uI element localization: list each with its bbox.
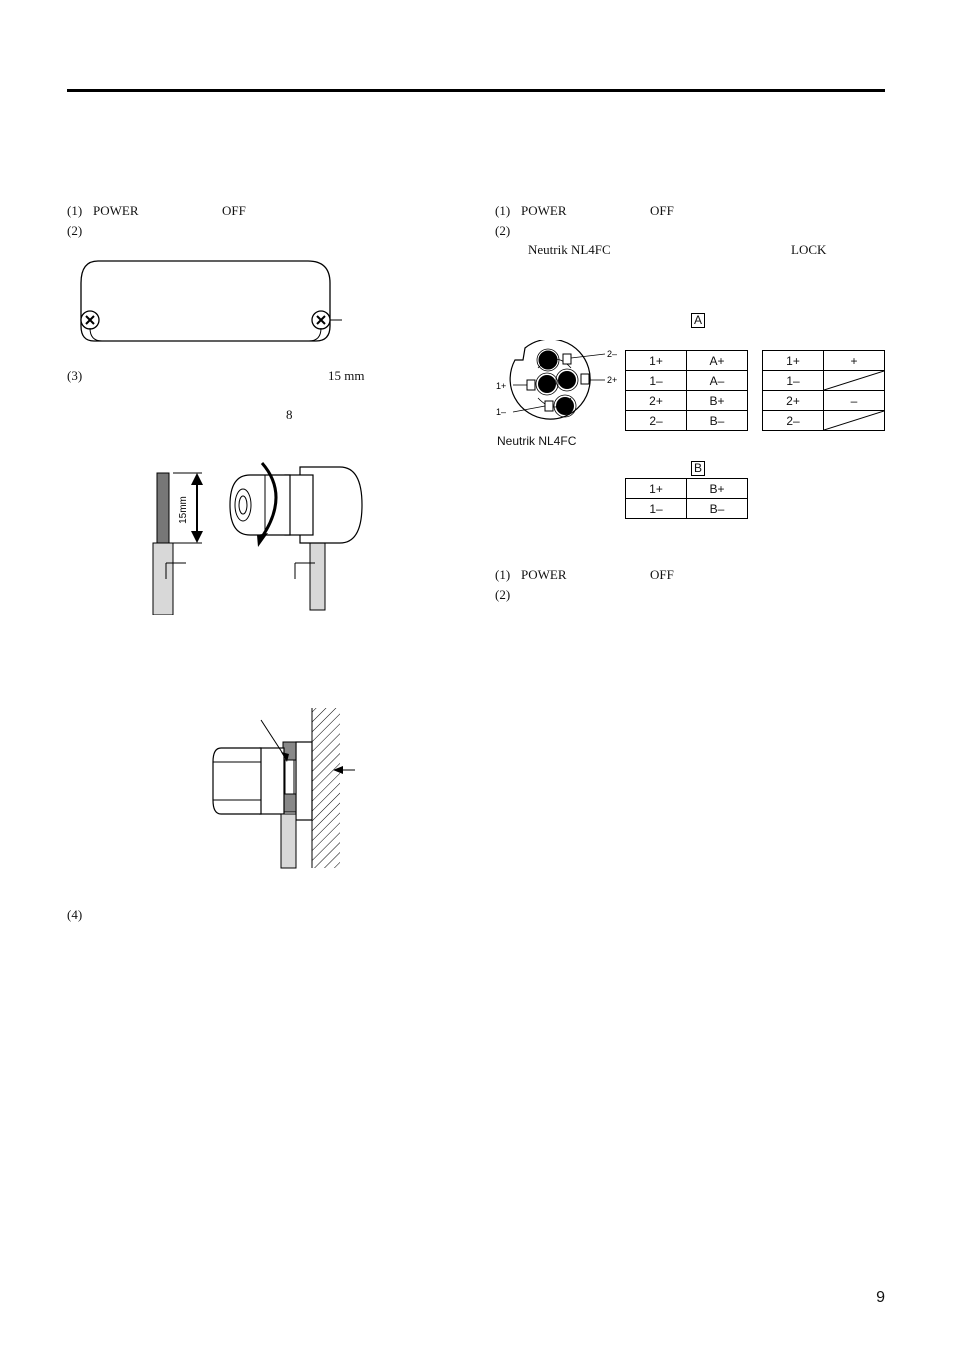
table-row [763, 351, 885, 371]
page-number: 9 [876, 1289, 885, 1306]
left-step3-number: (3) [67, 368, 83, 383]
nl4fc-connector-figure [493, 340, 628, 430]
cover-plate-figure [76, 256, 346, 348]
table-row [763, 371, 885, 391]
right-a-step1-off: OFF [650, 203, 674, 218]
left-step3-length: 15 mm [328, 368, 365, 383]
table-row [626, 351, 748, 371]
table-cell: 1– [763, 371, 824, 391]
table-row [763, 391, 885, 411]
table-cell: 1+ [626, 479, 687, 499]
left-step1-power: POWER [93, 203, 139, 218]
table-row [763, 411, 885, 431]
header-rule [67, 89, 885, 92]
table-cell: 2– [763, 411, 824, 431]
right-a-step2-number: (2) [495, 223, 511, 238]
right-a-step1-number: (1) [495, 203, 511, 218]
table-cell: – [824, 391, 885, 411]
table-row [626, 411, 748, 431]
right-a-step2-lock: LOCK [791, 242, 827, 257]
right-b-step2-number: (2) [495, 587, 511, 602]
table-row [626, 479, 748, 499]
table-cell: B+ [687, 391, 748, 411]
pin-label-1-plus: 1+ [496, 381, 507, 391]
left-step1-off: OFF [222, 203, 246, 218]
table-cell: 1+ [626, 351, 687, 371]
table-cell: B– [687, 411, 748, 431]
table-cell: 2+ [626, 391, 687, 411]
table-cell: + [824, 351, 885, 371]
table-cell: 2+ [763, 391, 824, 411]
table-row [626, 371, 748, 391]
table-cell: 1+ [763, 351, 824, 371]
pin-label-1-minus: 1– [496, 407, 507, 417]
table-cell: 1– [626, 499, 687, 519]
table-cell: A– [687, 371, 748, 391]
pin-label-2-plus: 2+ [607, 375, 618, 385]
table-cell: B– [687, 499, 748, 519]
table-cell: 1– [626, 371, 687, 391]
connector-name: Neutrik NL4FC [497, 434, 577, 448]
left-step4-number: (4) [67, 907, 83, 922]
mounting-figure [205, 700, 375, 870]
table-cell-diagonal [824, 411, 885, 431]
pin-label-2-minus: 2– [607, 349, 618, 359]
table-cell-diagonal [824, 371, 885, 391]
left-step2-number: (2) [67, 223, 83, 238]
box-label-a: A [691, 313, 705, 328]
right-b-step1-power: POWER [521, 567, 567, 582]
right-b-step1-off: OFF [650, 567, 674, 582]
pin-table-c [762, 350, 885, 431]
strip-length-label: 15mm [178, 496, 189, 524]
table-cell: 2– [626, 411, 687, 431]
cable-strip-figure [140, 455, 380, 615]
right-a-step2-connector: Neutrik NL4FC [528, 242, 611, 257]
left-step3-count: 8 [286, 407, 293, 422]
table-row [626, 499, 748, 519]
right-b-step1-number: (1) [495, 567, 511, 582]
table-row [626, 391, 748, 411]
table-cell: B+ [687, 479, 748, 499]
left-step1-number: (1) [67, 203, 83, 218]
pin-table-b [625, 478, 748, 519]
pin-table-a [625, 350, 748, 431]
box-label-b: B [691, 461, 705, 476]
right-a-step1-power: POWER [521, 203, 567, 218]
table-cell: A+ [687, 351, 748, 371]
